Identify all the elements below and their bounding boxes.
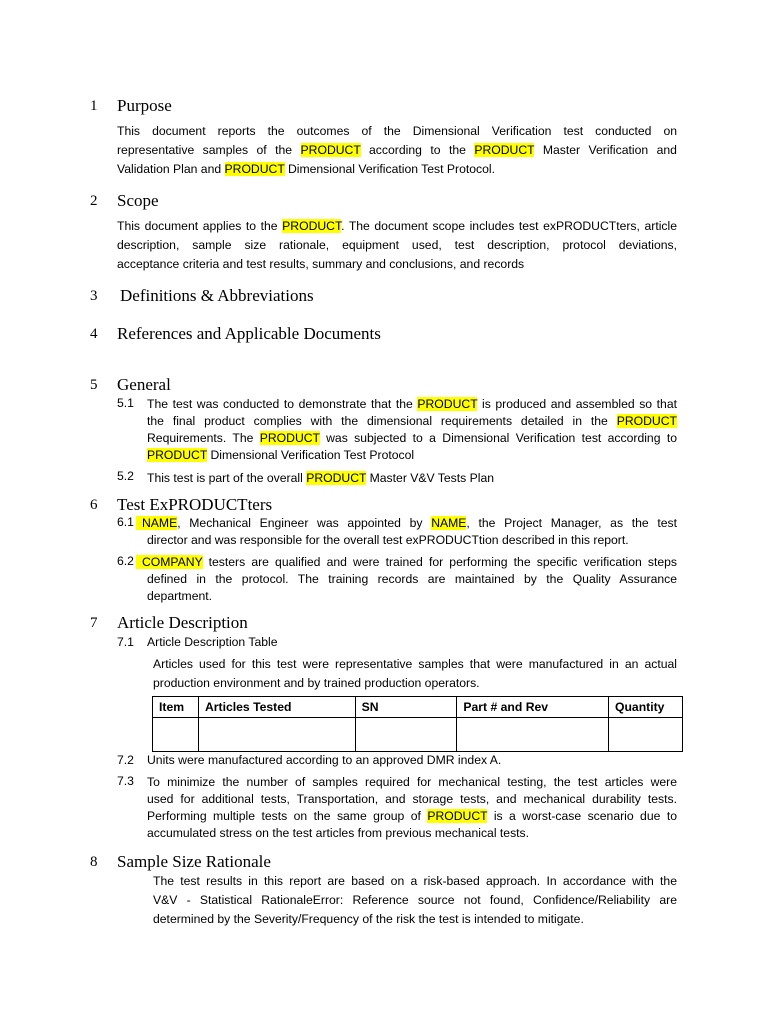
section-number: 3 bbox=[90, 288, 98, 304]
table-header-cell: Articles Tested bbox=[198, 697, 355, 718]
article-7-3-paragraph bbox=[147, 774, 677, 842]
text-line bbox=[147, 430, 677, 447]
text-line bbox=[147, 396, 677, 413]
section-number: 1 bbox=[90, 98, 98, 114]
section-heading-general: General bbox=[117, 375, 171, 394]
text-line bbox=[136, 515, 677, 532]
text-span: This test is part of the overall bbox=[147, 471, 303, 485]
highlight-product: PRODUCT bbox=[224, 162, 285, 176]
text-line: acceptance criteria and test results, summary and conclusions, and records bbox=[117, 257, 525, 271]
sample-size-paragraph bbox=[153, 872, 677, 929]
text-span: Performing multiple tests on the same group of bbox=[147, 809, 421, 823]
text-span: is produced and assembled so that bbox=[482, 397, 677, 411]
subsection-number: 6.1 bbox=[117, 515, 134, 529]
text-span: Master V&V Tests Plan bbox=[369, 471, 495, 485]
text-span: is a worst-case scenario due to bbox=[493, 809, 677, 823]
table-cell bbox=[198, 718, 355, 752]
table-cell bbox=[355, 718, 457, 752]
subsection-number: 6.2 bbox=[117, 554, 134, 568]
highlight-product: PRODUCT bbox=[306, 471, 367, 485]
text-span: was subjected to a Dimensional Verification test according to bbox=[326, 431, 677, 445]
subsection-number: 5.2 bbox=[117, 469, 134, 483]
scope-paragraph bbox=[117, 217, 677, 274]
subsection-number: 7.3 bbox=[117, 774, 134, 788]
text-line: defined in the protocol. The training records are maintained by the Quality Assurance bbox=[147, 572, 677, 586]
text-line: used for additional tests, Transportation, and storage tests, and mechanical durability tests. bbox=[147, 792, 677, 806]
article-description-table bbox=[152, 696, 683, 752]
section-heading-test-parameters: Test ExPRODUCTters bbox=[117, 495, 273, 514]
subsection-number: 7.1 bbox=[117, 635, 134, 649]
text-span: Validation Plan and bbox=[117, 162, 222, 176]
highlight-name: NAME bbox=[431, 516, 467, 530]
highlight-product: PRODUCT bbox=[300, 143, 361, 157]
text-span: testers are qualified and were trained for performing the specific verification steps bbox=[208, 555, 677, 569]
text-line: The test results in this report are based on a risk-based approach. In accordance with the bbox=[153, 874, 677, 888]
highlight-product: PRODUCT bbox=[259, 431, 320, 445]
highlight-name: NAME bbox=[136, 516, 177, 530]
text-line: director and was responsible for the overall test exPRODUCTtion described in this report. bbox=[147, 533, 629, 547]
highlight-product: PRODUCT bbox=[282, 219, 342, 233]
section-number: 6 bbox=[90, 497, 98, 513]
subsection-title: Article Description Table bbox=[147, 635, 278, 649]
highlight-product: PRODUCT bbox=[147, 448, 208, 462]
section-number: 5 bbox=[90, 377, 98, 393]
table-row bbox=[153, 718, 683, 752]
section-number: 7 bbox=[90, 615, 98, 631]
table-header-cell: Item bbox=[153, 697, 199, 718]
text-line: To minimize the number of samples required for mechanical testing, the test articles were bbox=[147, 775, 677, 789]
table-header-row bbox=[153, 697, 683, 718]
highlight-product: PRODUCT bbox=[616, 414, 677, 428]
text-line: accumulated stress on the test articles from previous mechanical tests. bbox=[147, 826, 530, 840]
text-span: The test was conducted to demonstrate that the bbox=[147, 397, 413, 411]
text-line bbox=[147, 447, 677, 464]
section-number: 8 bbox=[90, 854, 98, 870]
text-span: representative samples of the bbox=[117, 143, 293, 157]
text-line: department. bbox=[147, 589, 213, 603]
text-span: Dimensional Verification Test Protocol. bbox=[287, 162, 496, 176]
text-span: , Mechanical Engineer was appointed by bbox=[177, 516, 423, 530]
table-header-cell: Quantity bbox=[609, 697, 683, 718]
purpose-paragraph bbox=[117, 122, 677, 179]
subsection-number: 7.2 bbox=[117, 753, 134, 767]
subsection-text: Units were manufactured according to an approved DMR index A. bbox=[147, 753, 502, 767]
table-cell bbox=[153, 718, 199, 752]
test-ex-6-1-paragraph bbox=[136, 515, 677, 549]
table-cell bbox=[457, 718, 609, 752]
section-heading-references: References and Applicable Documents bbox=[117, 324, 381, 343]
text-span: , the Project Manager, as the test bbox=[466, 516, 677, 530]
text-span: Master Verification and bbox=[542, 143, 677, 157]
text-line bbox=[147, 808, 677, 825]
section-heading-scope: Scope bbox=[117, 191, 159, 210]
text-line bbox=[136, 554, 677, 571]
general-5-2-paragraph bbox=[147, 469, 677, 488]
section-number: 2 bbox=[90, 193, 98, 209]
text-line bbox=[147, 413, 677, 430]
highlight-company: COMPANY bbox=[136, 555, 203, 569]
test-ex-6-2-paragraph bbox=[136, 554, 677, 605]
text-line: V&V - Statistical RationaleError: Reference source not found, Confidence/Reliability are bbox=[153, 893, 677, 907]
text-line: description, sample size rationale, equipment used, test description, protocol deviations, bbox=[117, 238, 677, 252]
highlight-product: PRODUCT bbox=[474, 143, 535, 157]
highlight-product: PRODUCT bbox=[417, 397, 478, 411]
text-span: Requirements. The bbox=[147, 431, 254, 445]
section-heading-purpose: Purpose bbox=[117, 96, 172, 115]
table-header-cell: SN bbox=[355, 697, 457, 718]
text-span: This document applies to the bbox=[117, 219, 278, 233]
table-header-cell: Part # and Rev bbox=[457, 697, 609, 718]
text-line bbox=[117, 141, 677, 160]
text-line bbox=[117, 217, 677, 236]
text-span: the final product complies with the dimensional requirements detailed in the bbox=[147, 414, 608, 428]
text-line: determined by the Severity/Frequency of the risk the test is intended to mitigate. bbox=[153, 912, 584, 926]
highlight-product: PRODUCT bbox=[427, 809, 488, 823]
article-paragraph bbox=[153, 655, 677, 693]
table-cell bbox=[609, 718, 683, 752]
general-5-1-paragraph bbox=[147, 396, 677, 464]
text-span: . The document scope includes test exPRODUCTters, article bbox=[341, 219, 677, 233]
section-number: 4 bbox=[90, 326, 98, 342]
text-span: according to the bbox=[369, 143, 466, 157]
text-line bbox=[117, 160, 677, 179]
text-span: Dimensional Verification Test Protocol bbox=[210, 448, 415, 462]
text-line: This document reports the outcomes of the Dimensional Verification test conducted on bbox=[117, 124, 677, 138]
text-line: Articles used for this test were representative samples that were manufactured in an actual bbox=[153, 657, 677, 671]
section-heading-sample-size: Sample Size Rationale bbox=[117, 852, 271, 871]
section-heading-article-description: Article Description bbox=[117, 613, 248, 632]
subsection-number: 5.1 bbox=[117, 396, 134, 410]
section-heading-definitions: Definitions & Abbreviations bbox=[120, 286, 314, 305]
text-line: production environment and by trained production operators. bbox=[153, 676, 480, 690]
